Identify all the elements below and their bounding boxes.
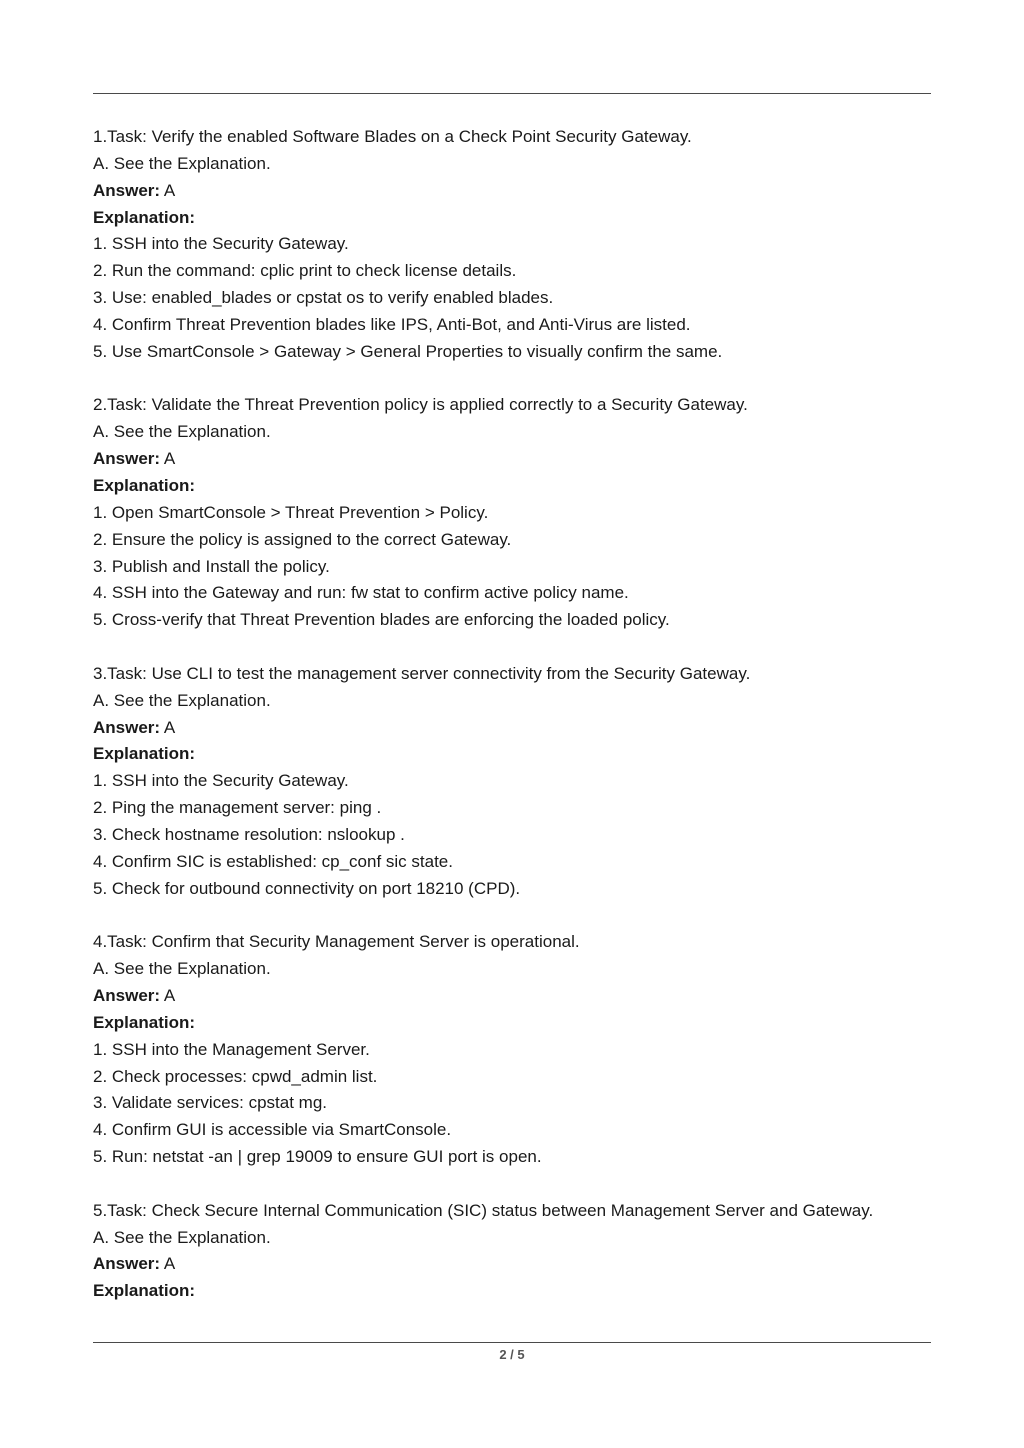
footer-divider (93, 1342, 931, 1343)
spacer (93, 366, 943, 393)
answer-label: Answer: (93, 986, 161, 1005)
explanation-step: 5. Check for outbound connectivity on port 18210 (CPD). (93, 878, 521, 898)
answer-value: A (160, 180, 176, 200)
option-text: A. See the Explanation. (93, 153, 271, 173)
explanation-step: 5. Use SmartConsole > Gateway > General Properties to visually confirm the same. (93, 341, 723, 361)
header-divider (93, 93, 931, 94)
explanation-step: 4. Confirm Threat Prevention blades like IPS, Anti-Bot, and Anti-Virus are listed. (93, 314, 691, 334)
task-text: 5.Task: Check Secure Internal Communication (SIC) status between Management Server and Gateway. (93, 1200, 874, 1220)
explanation-step: 1. Open SmartConsole > Threat Prevention > Policy. (93, 502, 489, 522)
page-indicator: 2 / 5 (499, 1347, 525, 1362)
task-text: 2.Task: Validate the Threat Prevention policy is applied correctly to a Security Gateway. (93, 395, 748, 415)
option-text: A. See the Explanation. (93, 422, 271, 442)
explanation-label: Explanation: (93, 744, 196, 764)
task-text: 3.Task: Use CLI to test the management server connectivity from the Security Gateway. (93, 663, 751, 683)
spacer (93, 902, 943, 929)
answer-value: A (160, 1254, 176, 1274)
answer-line (93, 446, 943, 473)
explanation-step: 4. Confirm GUI is accessible via SmartConsole. (93, 1120, 452, 1140)
answer-value: A (160, 986, 176, 1005)
task-text: 4.Task: Confirm that Security Management Server is operational. (93, 932, 580, 952)
page-content (93, 124, 943, 1305)
option-text: A. See the Explanation. (93, 959, 271, 979)
explanation-step: 5. Run: netstat -an | grep 19009 to ensure GUI port is open. (93, 1147, 542, 1167)
spacer (93, 1171, 943, 1198)
explanation-step: 2. Ensure the policy is assigned to the correct Gateway. (93, 529, 512, 549)
explanation-step: 3. Check hostname resolution: nslookup . (93, 824, 405, 844)
explanation-step: 3. Use: enabled_blades or cpstat os to verify enabled blades. (93, 288, 554, 308)
answer-label: Answer: (93, 717, 161, 737)
question-block-5 (93, 1198, 943, 1305)
explanation-label: Explanation: (93, 475, 196, 495)
explanation-step: 2. Ping the management server: ping . (93, 798, 382, 818)
answer-label: Answer: (93, 180, 161, 200)
explanation-step: 1. SSH into the Security Gateway. (93, 234, 349, 254)
spacer (93, 634, 943, 661)
question-block-3 (93, 661, 943, 903)
explanation-label: Explanation: (93, 1012, 196, 1032)
explanation-label: Explanation: (93, 207, 196, 227)
explanation-step: 3. Validate services: cpstat mg. (93, 1093, 328, 1113)
option-text: A. See the Explanation. (93, 690, 271, 710)
answer-value: A (160, 717, 176, 737)
answer-line (93, 983, 943, 1010)
answer-line (93, 178, 943, 205)
option-text: A. See the Explanation. (93, 1227, 271, 1247)
question-block-4 (93, 929, 943, 1171)
question-block-2 (93, 392, 943, 634)
answer-label: Answer: (93, 449, 161, 469)
explanation-step: 2. Check processes: cpwd_admin list. (93, 1066, 378, 1086)
explanation-step: 1. SSH into the Management Server. (93, 1039, 370, 1059)
explanation-step: 1. SSH into the Security Gateway. (93, 771, 349, 791)
explanation-step: 4. SSH into the Gateway and run: fw stat to confirm active policy name. (93, 583, 629, 603)
answer-line (93, 715, 943, 742)
answer-line (93, 1251, 943, 1278)
explanation-step: 3. Publish and Install the policy. (93, 556, 330, 576)
question-block-1 (93, 124, 943, 366)
answer-label: Answer: (93, 1254, 161, 1274)
explanation-step: 4. Confirm SIC is established: cp_conf sic state. (93, 851, 453, 871)
explanation-step: 2. Run the command: cplic print to check license details. (93, 261, 517, 281)
explanation-label: Explanation: (93, 1281, 196, 1301)
task-text: 1.Task: Verify the enabled Software Blades on a Check Point Security Gateway. (93, 127, 692, 146)
explanation-step: 5. Cross-verify that Threat Prevention blades are enforcing the loaded policy. (93, 610, 670, 630)
answer-value: A (160, 449, 176, 469)
